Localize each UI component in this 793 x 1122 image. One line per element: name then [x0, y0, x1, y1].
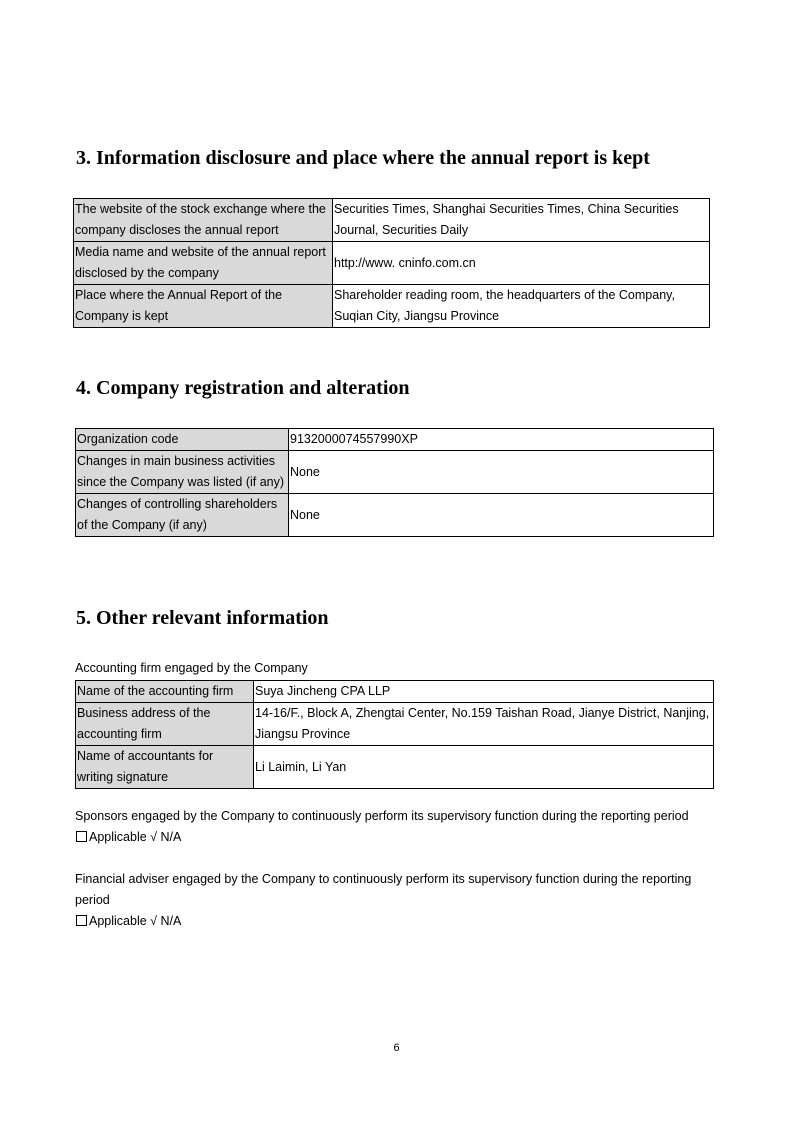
- checkbox-icon: [76, 915, 87, 926]
- row-label: Name of the accounting firm: [76, 681, 254, 703]
- section-4-heading: 4. Company registration and alteration: [76, 377, 410, 399]
- row-label: Changes of controlling shareholders of the Company (if any): [76, 494, 289, 537]
- adviser-option: [75, 911, 181, 932]
- row-value: None: [289, 451, 714, 494]
- adviser-option-label: Applicable √ N/A: [89, 914, 182, 928]
- table-row: [76, 429, 714, 451]
- row-label: Media name and website of the annual report disclosed by the company: [74, 242, 333, 285]
- row-label: Name of accountants for writing signature: [76, 746, 254, 789]
- sponsors-option: [75, 827, 181, 848]
- row-value: Suya Jincheng CPA LLP: [254, 681, 714, 703]
- page-number: 6: [393, 1042, 400, 1054]
- accounting-table: [75, 680, 714, 789]
- row-value: Shareholder reading room, the headquarters of the Company, Suqian City, Jiangsu Province: [333, 285, 710, 328]
- row-value: Li Laimin, Li Yan: [254, 746, 714, 789]
- accounting-intro: Accounting firm engaged by the Company: [75, 661, 308, 675]
- sponsors-text: Sponsors engaged by the Company to continuously perform its supervisory function during the reporting period: [75, 809, 689, 823]
- row-label: Changes in main business activities since the Company was listed (if any): [76, 451, 289, 494]
- row-label: Place where the Annual Report of the Company is kept: [74, 285, 333, 328]
- table-row: [76, 681, 714, 703]
- disclosure-table: [73, 198, 710, 328]
- section-3-heading: 3. Information disclosure and place where the annual report is kept: [76, 147, 650, 169]
- row-value: None: [289, 494, 714, 537]
- table-row: [74, 199, 710, 242]
- row-value: http://www. cninfo.com.cn: [333, 242, 710, 285]
- adviser-text: Financial adviser engaged by the Company to continuously perform its supervisory function during the reporting period: [75, 872, 692, 907]
- table-row: [74, 242, 710, 285]
- row-value: 14-16/F., Block A, Zhengtai Center, No.159 Taishan Road, Jianye District, Nanjing, Jiangsu Province: [254, 703, 714, 746]
- table-row: [76, 451, 714, 494]
- sponsors-option-label: Applicable √ N/A: [89, 830, 182, 844]
- row-value: Securities Times, Shanghai Securities Times, China Securities Journal, Securities Daily: [333, 199, 710, 242]
- checkbox-icon: [76, 831, 87, 842]
- table-row: [74, 285, 710, 328]
- registration-table: [75, 428, 714, 537]
- table-row: [76, 494, 714, 537]
- table-row: [76, 746, 714, 789]
- table-row: [76, 703, 714, 746]
- row-label: Business address of the accounting firm: [76, 703, 254, 746]
- row-label: Organization code: [76, 429, 289, 451]
- row-label: The website of the stock exchange where the company discloses the annual report: [74, 199, 333, 242]
- row-value: 9132000074557990XP: [289, 429, 714, 451]
- section-5-heading: 5. Other relevant information: [76, 607, 329, 629]
